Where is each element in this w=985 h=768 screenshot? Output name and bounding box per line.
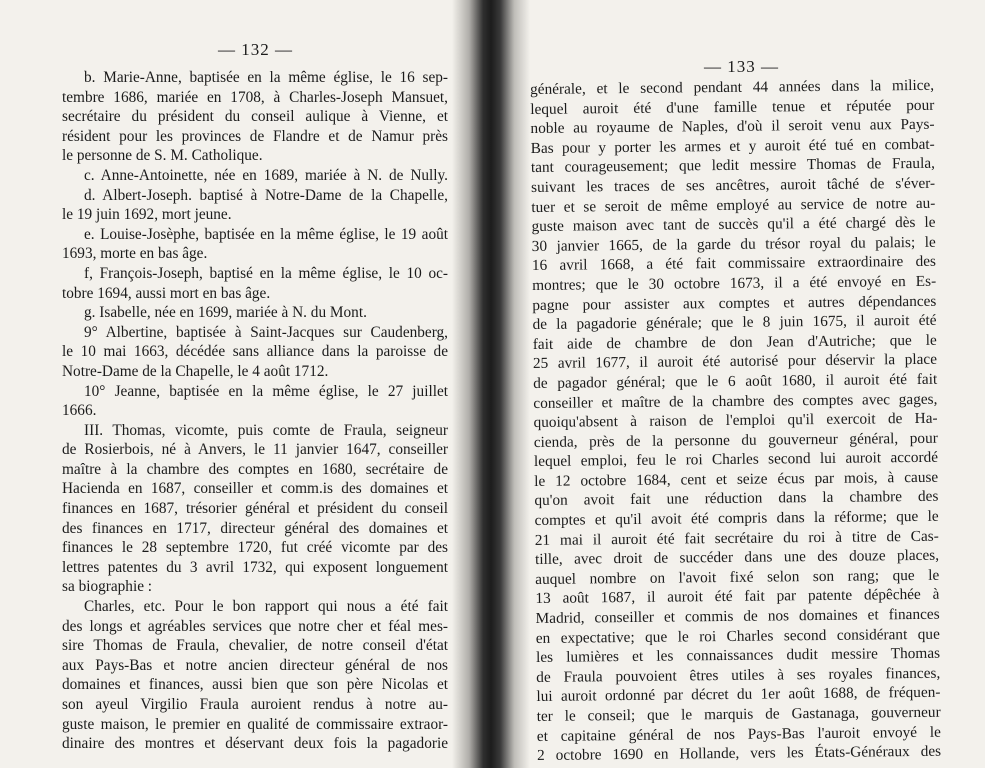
text-line: e. Louise-Josèphe, baptisée en la même église, le 19 août [84, 225, 448, 243]
text-line: guste maison avec tant de succès qu'il a été chargé dès le [531, 213, 936, 236]
text-line: lequel auroit été d'une famille tenue et réputée pour [530, 96, 935, 118]
text-line: b. Marie-Anne, baptisée en la même église, le 16 sep- [84, 69, 448, 86]
text-line: g. Isabelle, née en 1699, mariée à N. du Mont. [84, 304, 367, 322]
text-line: 13 août 1687, il auroit été fait par patente dépêchée à [535, 586, 940, 608]
text-line: secrétaire du président du conseil aulique à Vienne, et [62, 108, 448, 126]
text-line: fait aide de chambre de don Jean d'Autriche; que le [532, 331, 937, 353]
text-line: des finances en 1717, directeur général des domaines et [62, 519, 448, 537]
text-line: le personne de S. M. Catholique. [62, 147, 263, 165]
text-line: guste maison, le premier en qualité de commissaire extraor- [62, 715, 448, 733]
text-line: tille, avec droit de succéder dans une des douze places, [534, 546, 940, 569]
text-line: ter le conseil; que le marquis de Gastanaga, gouverneur [536, 703, 941, 725]
text-line: 21 mai il auroit été fait secrétaire du roi à titre de Cas- [534, 527, 939, 549]
text-line: tuer et se seroit de même employé au service de notre au- [531, 194, 936, 216]
text-line: de Fraula pouvoient êtres utiles à ses royales finances, [536, 664, 941, 686]
text-line: de pagador général; que le 6 août 1680, il auroit été fait [533, 370, 938, 392]
text-line: 2 octobre 1690 en Hollande, vers les États-Généraux des [536, 742, 942, 765]
text-line: 25 avril 1677, il auroit été autorisé pour déservir la place [532, 351, 938, 373]
text-line: le 10 mai 1663, décédée sans alliance dans la paroisse de [62, 343, 448, 361]
text-line: sa biographie : [62, 578, 153, 596]
text-line: tobre 1694, aussi mort en bas âge. [62, 284, 271, 302]
text-line: domaines et finances, aussi bien que son père Nicolas et [62, 676, 448, 694]
text-line: le 19 juin 1692, mort jeune. [62, 206, 232, 224]
text-line: lettres patentes du 3 avril 1732, qui exposent longuement [62, 558, 448, 576]
text-line: aux Pays-Bas et notre ancien directeur général de nos [62, 656, 448, 674]
text-line: auquel nombre on l'avoit fixé selon son rang; que le [535, 566, 940, 588]
text-line: 1666. [62, 402, 97, 420]
text-line: tembre 1686, mariée en 1708, à Charles-Joseph Mansuet, [62, 88, 448, 106]
text-line: finances le 28 septembre 1720, fut créé vicomte par des [62, 539, 448, 557]
text-line: 16 avril 1668, a été fait commissaire extraordinaire des [531, 253, 937, 275]
text-line: et capitaine général de nos Pays-Bas l'auroit envoyé le [536, 723, 941, 745]
text-line: Hacienda en 1687, conseiller et comm.is des domaines et [62, 480, 448, 498]
text-line: 30 janvier 1665, de la garde du trésor royal du palais; le [531, 233, 936, 255]
left-page-number: — 132 — [218, 40, 293, 59]
text-line: c. Anne-Antoinette, née en 1689, mariée à N. de Nully. [84, 166, 448, 184]
text-line: résident pour les provinces de Flandre et de Namur près [62, 127, 448, 145]
text-line: comptes et qu'il avoit été compris dans la réforme; que le [534, 507, 939, 530]
text-line: Notre-Dame de la Chapelle, le 4 août 1712. [62, 362, 329, 380]
text-line: 10° Jeanne, baptisée en la même église, le 27 juillet [84, 382, 448, 400]
right-page [492, 0, 985, 768]
text-line: de Rosierbois, né à Anvers, le 11 janvier 1647, conseiller [62, 441, 448, 459]
text-line: dinaire des montres et déservant deux fois la pagadorie [62, 735, 448, 753]
text-line: générale, et le second pendant 44 années dans la milice, [530, 76, 935, 98]
right-page-text [530, 76, 941, 766]
text-line: finances en 1687, trésorier général et président du conseil [62, 500, 448, 518]
text-line: quoiqu'absent à raison de l'emploi qu'il exercoit de Ha- [533, 409, 938, 432]
left-page-text [62, 68, 448, 754]
text-line: suivant les traces de ses ancêtres, auroit tâché de s'éver- [531, 174, 936, 196]
text-line: d. Albert-Joseph. baptisé à Notre-Dame de la Chapelle, [84, 186, 448, 204]
text-line: conseiller et maître de la chambre des comptes avec gages, [533, 390, 938, 412]
text-line: noble au royaume de Naples, d'où il seroit venu aux Pays- [530, 115, 935, 138]
text-line: Charles, etc. Pour le bon rapport qui nous a été fait [84, 598, 448, 616]
text-line: son ayeul Virgilio Fraula auroient rendus à notre au- [62, 696, 448, 713]
text-line: cienda, près de la personne du gouverneur général, pour [533, 429, 938, 451]
text-line: Madrid, conseiller et commis de nos domaines et finances [535, 605, 940, 628]
text-line: en expectative; que le roi Charles second considérant que [535, 625, 940, 647]
text-line: qu'on avoit fait une réduction dans la chambre des [534, 488, 939, 510]
text-line: sire Thomas de Fraula, chevalier, de notre conseil d'état [62, 637, 448, 655]
text-line: lequel emploi, feu le roi Charles second lui auroit accordé [533, 449, 939, 471]
text-line: maître à la chambre des comptes en 1680, secrétaire de [62, 460, 448, 478]
text-line: le 12 octobre 1684, cent et seize écus par mois, à cause [534, 468, 939, 490]
text-line: pagne pour assister aux comptes et autres dépendances [532, 292, 937, 314]
text-line: lui auroit ordonné par décret du 1er août 1688, de fréquen- [536, 684, 941, 706]
text-line: de la pagadorie générale; que le 8 juin 1675, il auroit été [532, 311, 937, 334]
text-line: Bas pour y porter les armes et y auroit été tué en combat- [530, 135, 935, 157]
text-line: des longs et agréables services que notre cher et féal mes- [62, 617, 448, 635]
text-line: montres; que le 30 octobre 1673, il a été envoyé en Es- [532, 272, 937, 294]
text-line: 1693, morte en bas âge. [62, 245, 208, 263]
text-line: 9° Albertine, baptisée à Saint-Jacques sur Caudenberg, [84, 323, 448, 341]
text-line: III. Thomas, vicomte, puis comte de Fraula, seigneur [84, 421, 448, 439]
text-line: les lumières et les connaissances dudit messire Thomas [535, 644, 941, 667]
text-line: f, François-Joseph, baptisé en la même église, le 10 oc- [84, 264, 448, 282]
right-page-number: — 133 — [704, 57, 779, 76]
left-page [0, 0, 492, 768]
text-line: tant courageusement; que ledit messire Thomas de Fraula, [530, 155, 935, 177]
